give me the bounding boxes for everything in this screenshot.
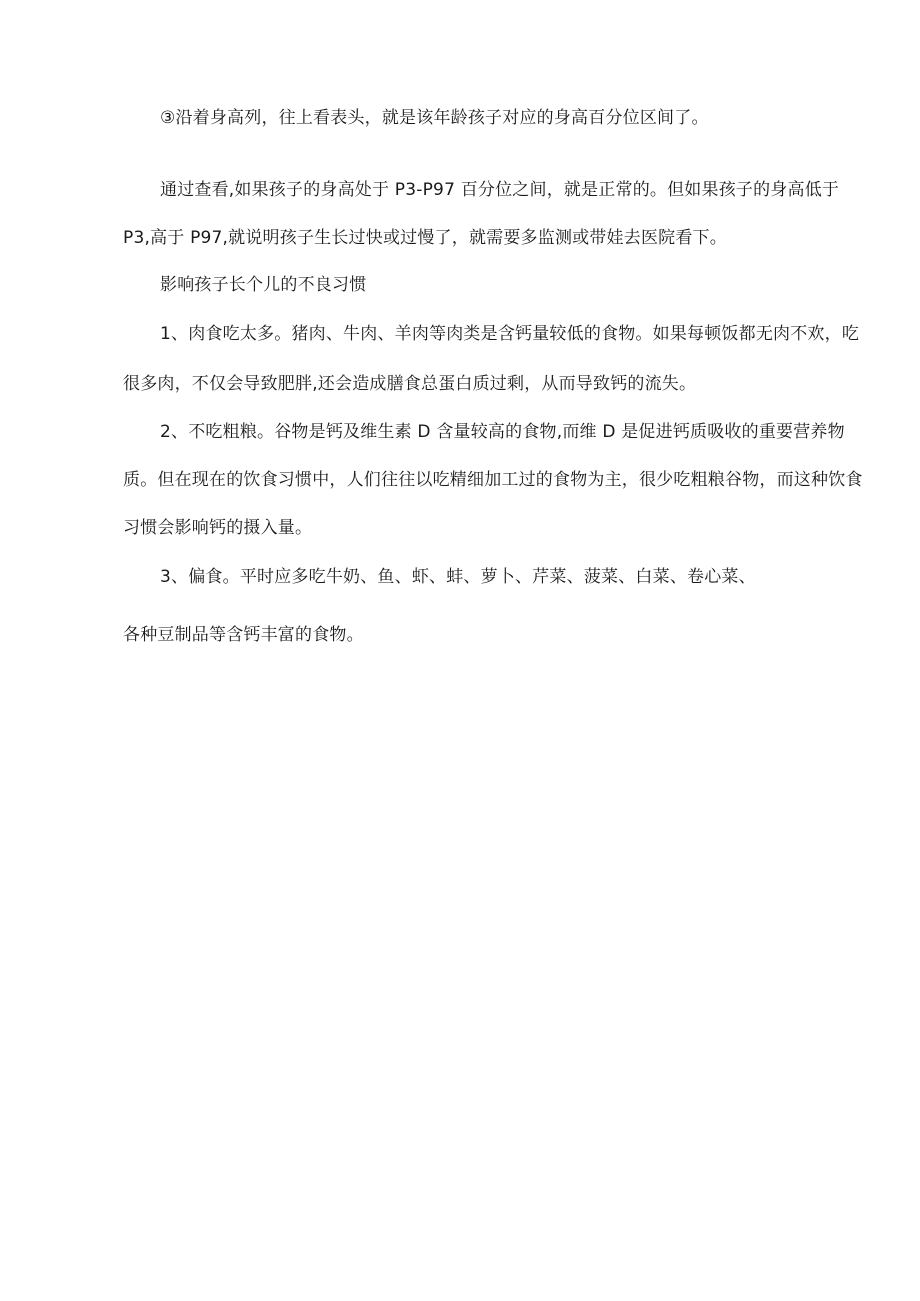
text-line-abnormal-range: P3,高于 P97,就说明孩子生长过快或过慢了，就需要多监测或带娃去医院看下。 <box>123 228 727 248</box>
text-line-habit-1a: 1、肉食吃太多。猪肉、牛肉、羊肉等肉类是含钙量较低的食物。如果每顿饭都无肉不欢，吃 <box>160 324 860 344</box>
text-line-normal-range: 通过查看,如果孩子的身高处于 P3-P97 百分位之间，就是正常的。但如果孩子的身高低于 <box>160 180 840 200</box>
text-line-habit-1b: 很多肉，不仅会导致肥胖,还会造成膳食总蛋白质过剩，从而导致钙的流失。 <box>123 374 697 394</box>
text-line-habit-2a: 2、不吃粗粮。谷物是钙及维生素 D 含量较高的食物,而维 D 是促进钙质吸收的重要营养物 <box>160 422 845 442</box>
text-line-habit-2b: 质。但在现在的饮食习惯中，人们往往以吃精细加工过的食物为主，很少吃粗粮谷物，而这种饮食 <box>123 470 863 490</box>
text-line-height-column: ③沿着身高列，往上看表头，就是该年龄孩子对应的身高百分位区间了。 <box>160 108 709 128</box>
text-line-habit-3a: 3、偏食。平时应多吃牛奶、鱼、虾、蚌、萝卜、芹菜、菠菜、白菜、卷心菜、 <box>160 567 756 587</box>
text-line-habit-3b: 各种豆制品等含钙丰富的食物。 <box>123 625 364 645</box>
text-line-habit-2c: 习惯会影响钙的摄入量。 <box>123 518 313 538</box>
section-heading-bad-habits: 影响孩子长个儿的不良习惯 <box>160 275 367 295</box>
